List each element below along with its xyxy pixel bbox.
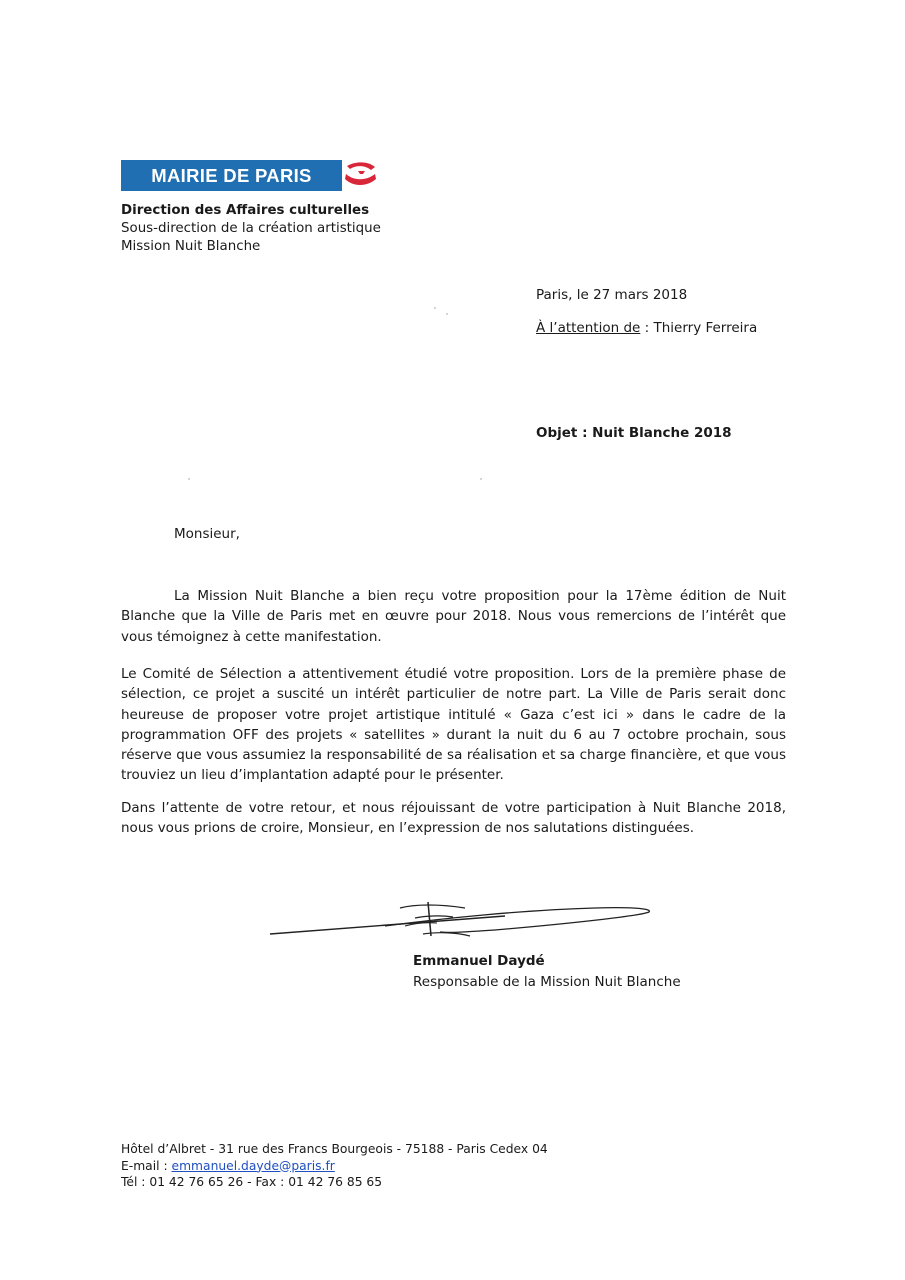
paragraph-closing: Dans l’attente de votre retour, et nous réjouissant de votre participation à Nuit Blanche 2018, nous vous prions de croire, Monsieur, en l’expression de nos salutations distinguées. [121,800,786,837]
recipient-line [536,320,757,336]
email-link[interactable]: emmanuel.dayde@paris.fr [171,1158,335,1173]
footer-email-line [121,1158,548,1175]
subdepartment-name: Sous-direction de la création artistique [121,221,381,236]
footer-contact [121,1141,548,1191]
attention-separator: : [640,320,654,336]
salutation: Monsieur, [174,526,240,542]
scan-speck [480,478,482,480]
recipient-name: Thierry Ferreira [653,320,758,336]
logo-text: MAIRIE DE PARIS [121,160,342,191]
scan-speck [188,478,190,480]
signatory-title: Responsable de la Mission Nuit Blanche [413,974,681,990]
handwritten-signature [265,896,660,946]
attention-label: À l’attention de [536,320,641,336]
footer-address: Hôtel d’Albret - 31 rue des Francs Bourgeois - 75188 - Paris Cedex 04 [121,1142,548,1156]
email-label: E-mail : [121,1158,172,1173]
paris-ship-emblem-icon [342,160,379,191]
signatory-name: Emmanuel Daydé [413,953,545,969]
signatory-block [413,951,681,993]
sender-block [121,202,381,256]
scan-speck [446,313,448,315]
paragraph-intro: La Mission Nuit Blanche a bien reçu votre proposition pour la 17ème édition de Nuit Blanche que la Ville de Paris met en œuvre pour 2018. Nous vous remercions de l’intérêt que vous témoignez à cette manifestation. [121,588,786,645]
footer-phone-fax: Tél : 01 42 76 65 26 - Fax : 01 42 76 85 65 [121,1175,383,1189]
mairie-de-paris-logo [121,160,379,191]
mission-name: Mission Nuit Blanche [121,239,261,254]
paragraph-selection: Le Comité de Sélection a attentivement étudié votre proposition. Lors de la première phase de sélection, ce projet a suscité un intérêt particulier de notre part. La Ville de Paris serait donc heureuse de proposer votre projet artistique intitulé « Gaza c’est ici » dans le cadre de la programmation OFF des projets « satellites » durant la nuit du 6 au 7 octobre prochain, sous réserve que vous assumiez la responsabilité de sa réalisation et sa charge financière, et que vous trouviez un lieu d’implantation adapté pour le présenter. [121,666,786,784]
scan-speck [434,307,436,309]
subject-line: Objet : Nuit Blanche 2018 [536,425,732,441]
letter-date: Paris, le 27 mars 2018 [536,287,688,303]
department-name: Direction des Affaires culturelles [121,203,370,218]
